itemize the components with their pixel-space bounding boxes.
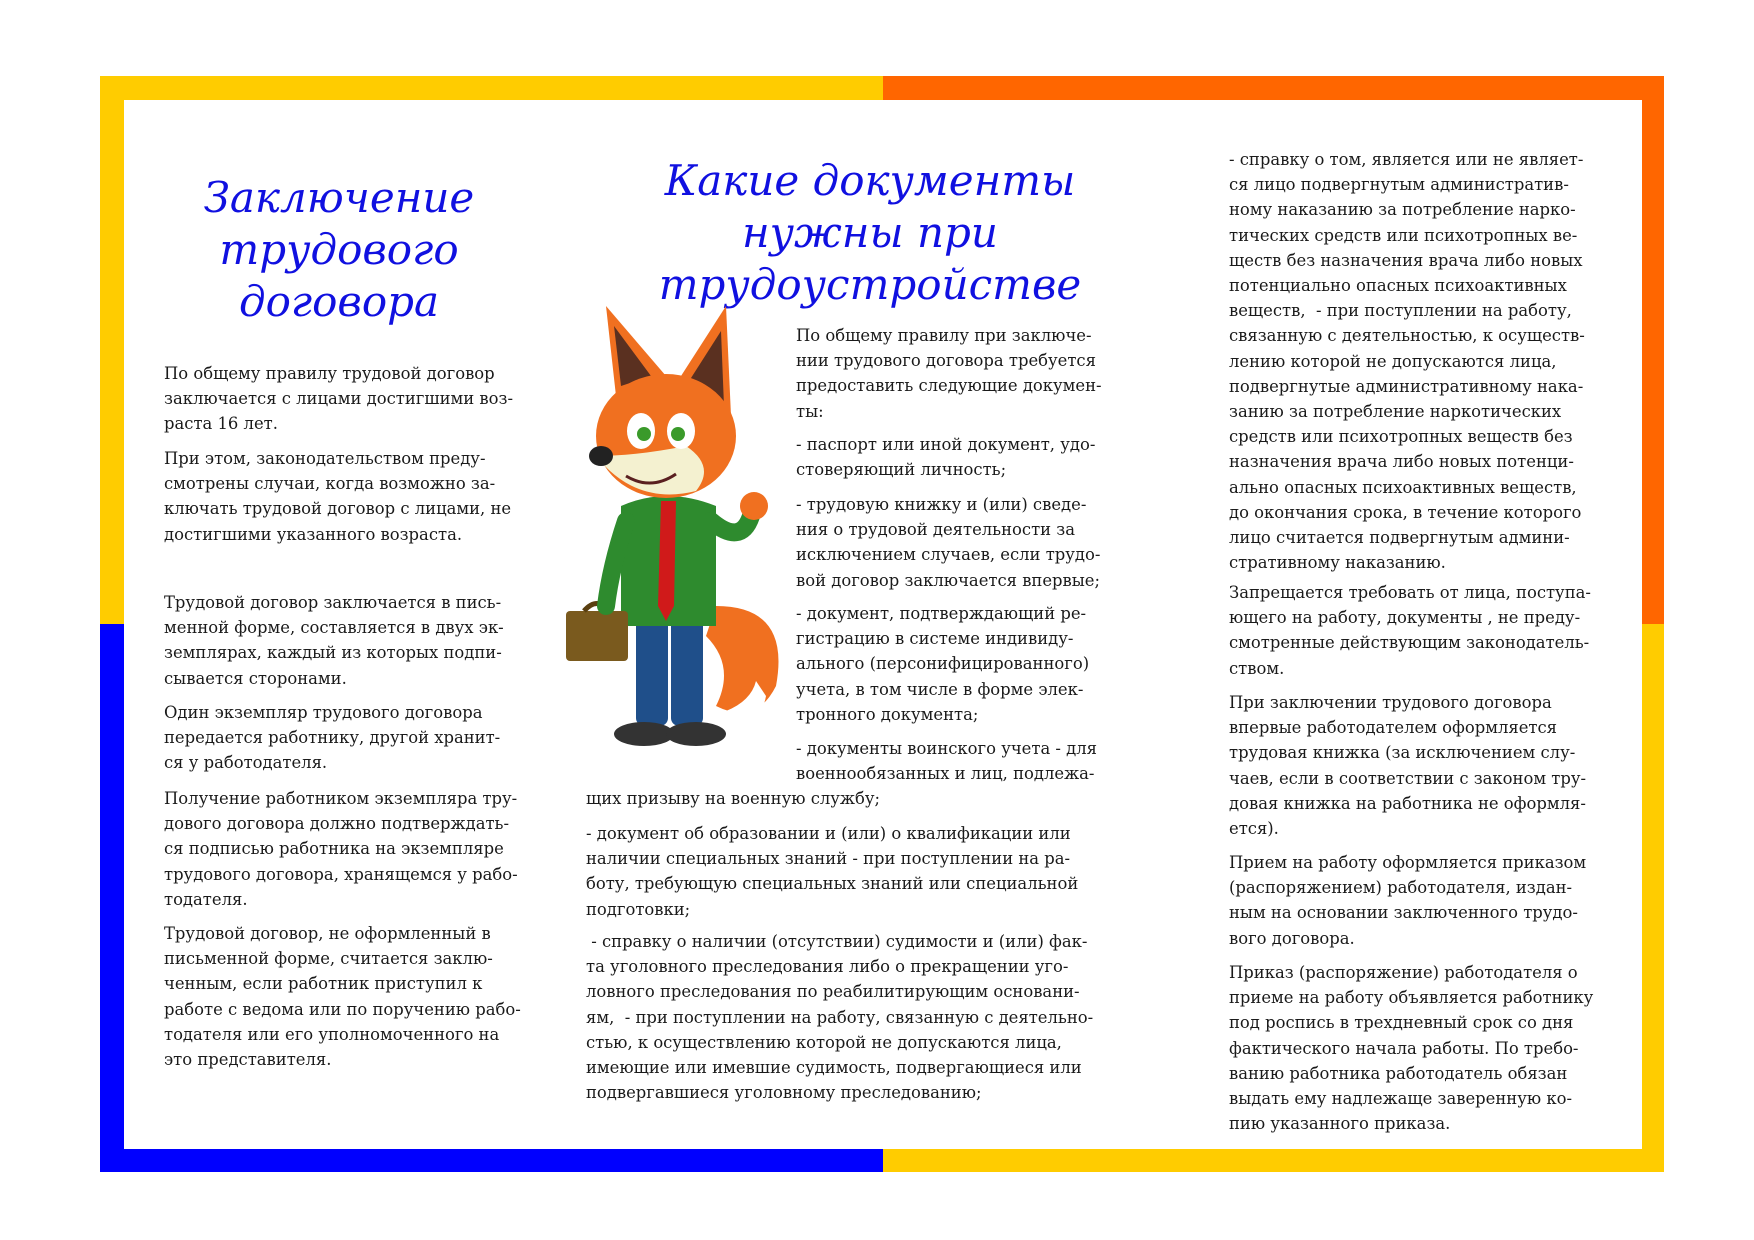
frame-bottom-right-yellow	[883, 1149, 1664, 1172]
col3-paragraph: - справку о том, является или не являет- ся лицо подвергнутым административ- ному наказанию за потребление нарко- тических средств или психотропных ве- ществ без назначения врача либо новых потенциально опасных психоактивных веществ, - при поступлении на работу, связанную с деятельностью, к осуществ- лению которой не допускаются лица, подвергнутые административному нака- занию за потребление наркотических средств или психотропных веществ без назначения врача либо новых потенци- ально опасных психоактивных веществ, до окончания срока, в течение которого лицо считается подвергнутым админи- стративному наказанию.	[1229, 150, 1585, 573]
col1-paragraph: По общему правилу трудовой договор заключается с лицами достигшими воз- раста 16 лет.	[164, 364, 514, 434]
frame-left-bottom-blue	[100, 624, 124, 1172]
frame-right-top-orange	[1642, 76, 1664, 624]
col1-paragraph: Получение работником экземпляра тру- дового договора должно подтверждать- ся подписью работника на экземпляре трудового договора, хранящемся у рабо- тодателя.	[164, 789, 518, 909]
col1-paragraph: Трудовой договор заключается в пись- менной форме, составляется в двух эк- земплярах, каждый из которых подпи- сывается сторонами.	[164, 593, 504, 688]
col3-paragraph: Прием на работу оформляется приказом (распоряжением) работодателя, издан- ным на основании заключенного трудо- вого договора.	[1229, 853, 1587, 948]
col2-paragraph: - трудовую книжку и (или) сведе- ния о трудовой деятельности за исключением случаев, если трудо- вой договор заключается впервые;	[796, 495, 1101, 590]
col1-paragraph: Трудовой договор, не оформленный в письменной форме, считается заклю- ченным, если работник приступил к работе с ведома или по поручению рабо- тодателя или его уполномоченного на это представителя.	[164, 924, 521, 1070]
col1-paragraph: При этом, законодательством преду- смотрены случаи, когда возможно за- ключать трудовой договор с лицами, не достигшими указанного возраста.	[164, 449, 512, 544]
col3-paragraph: Приказ (распоряжение) работодателя о приеме на работу объявляется работнику под роспись в трехдневный срок со дня фактического начала работы. По требо- ванию работника работодатель обязан выдать ему надлежаще заверенную ко- пию указанного приказа.	[1229, 963, 1594, 1134]
frame-right-bottom-yellow	[1642, 624, 1664, 1172]
col2-title: Какие документы нужны при трудоустройстве	[658, 156, 1082, 309]
fox-mascot-illustration	[566, 306, 790, 762]
col2-paragraph: - документы воинского учета - для военнообязанных и лиц, подлежа-	[796, 739, 1098, 784]
frame-top-left-yellow	[100, 76, 883, 100]
col1-paragraph: Один экземпляр трудового договора передается работнику, другой хранит- ся у работодателя.	[164, 703, 501, 773]
col2-paragraph-continuation: щих призыву на военную службу;	[586, 789, 881, 808]
col3-paragraph: При заключении трудового договора впервые работодателем оформляется трудовая книжка (за исключением слу- чаев, если в соответствии с законом тру- довая книжка на работника не оформля- ется).	[1229, 693, 1587, 839]
col2-paragraph: - паспорт или иной документ, удо- стоверяющий личность;	[796, 435, 1096, 480]
col1-title: Заключение трудового договора	[203, 173, 475, 326]
frame-top-right-orange	[883, 76, 1664, 100]
col2-paragraph: - документ, подтверждающий ре- гистрацию в системе индивиду- ального (персонифицированного) учета, в том числе в форме элек- тронного документа;	[796, 604, 1090, 724]
frame-bottom-left-blue	[100, 1149, 883, 1172]
col2-paragraph: По общему правилу при заключе- нии трудового договора требуется предоставить следующие докумен- ты:	[796, 326, 1102, 421]
col2-paragraph: - справку о наличии (отсутствии) судимости и (или) фак- та уголовного преследования либо о прекращении уго- ловного преследования по реабилитирующим основани- ям, - при поступлении на работу, связанную с деятельно- стью, к осуществлению которой не допускаются лица, имеющие или имевшие судимость, подвергающиеся или подвергавшиеся уголовному преследованию;	[586, 932, 1094, 1103]
col3-paragraph: Запрещается требовать от лица, поступа- ющего на работу, документы , не преду- смотренные действующим законодатель- ством.	[1229, 583, 1591, 678]
frame-left-top-yellow	[100, 76, 124, 624]
col2-paragraph: - документ об образовании и (или) о квалификации или наличии специальных знаний - при поступлении на ра- боту, требующую специальных знаний или специальной подготовки;	[586, 824, 1079, 919]
